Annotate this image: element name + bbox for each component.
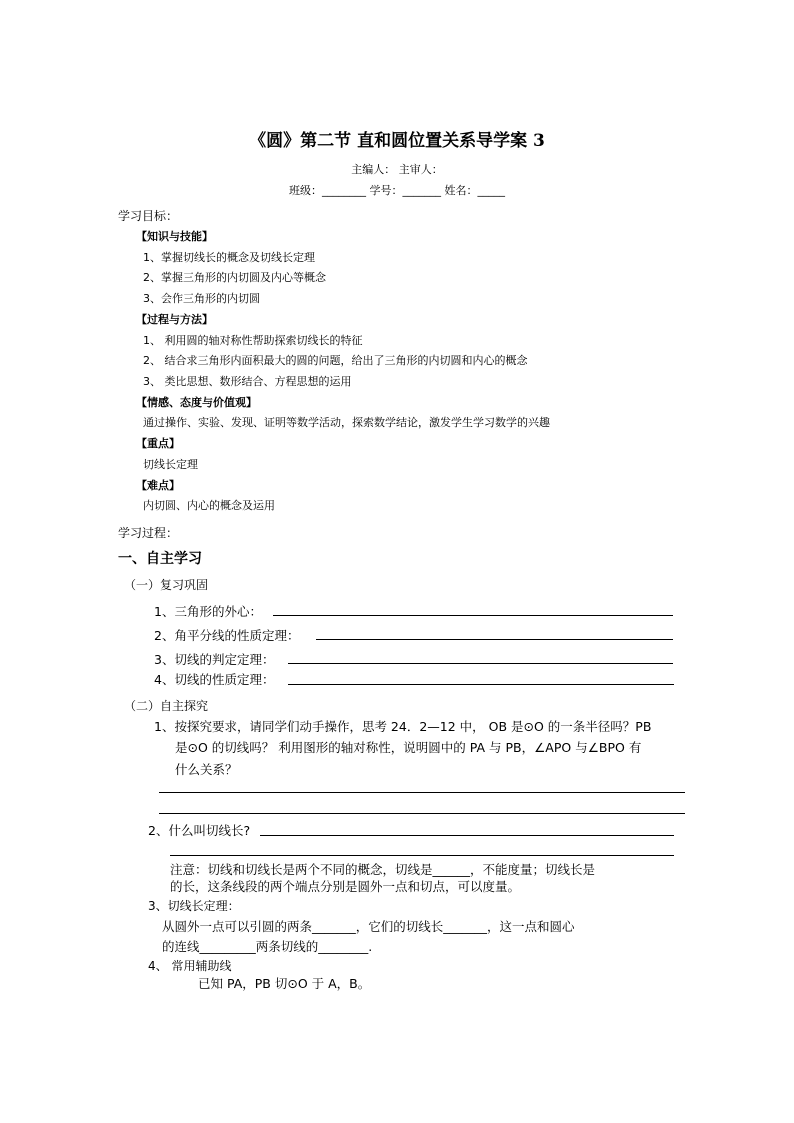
emotion-heading: 【情感、态度与价值观】 bbox=[136, 396, 257, 409]
process-heading: 【过程与方法】 bbox=[136, 313, 213, 326]
question-3-heading: 3、切线长定理： bbox=[148, 899, 240, 913]
knowledge-item-2: 2、掌握三角形的内切圆及内心等概念 bbox=[143, 271, 326, 284]
objectives-label: 学习目标： bbox=[118, 209, 179, 223]
question-3-line-2: 的连线_________两条切线的________. bbox=[162, 939, 373, 954]
knowledge-item-1: 1、掌握切线长的概念及切线长定理 bbox=[143, 251, 315, 264]
review-item-4: 4、切线的性质定理： bbox=[154, 672, 275, 687]
answer-line[interactable] bbox=[159, 792, 685, 793]
knowledge-heading: 【知识与技能】 bbox=[136, 230, 213, 243]
review-item-3: 3、切线的判定定理： bbox=[154, 652, 275, 667]
key-heading: 【重点】 bbox=[136, 437, 180, 450]
question-4-heading: 4、 常用辅助线 bbox=[148, 959, 232, 973]
question-1-line-1: 1、按探究要求，请同学们动手操作，思考 24．2—12 中， OB 是⊙O 的一条半径吗？PB bbox=[154, 719, 652, 734]
review-item-2: 2、角平分线的性质定理： bbox=[154, 628, 300, 643]
question-4-text: 已知 PA，PB 切⊙O 于 A，B。 bbox=[198, 976, 371, 991]
knowledge-item-3: 3、会作三角形的内切圆 bbox=[143, 292, 260, 305]
review-item-1: 1、三角形的外心： bbox=[154, 604, 262, 619]
question-2: 2、什么叫切线长? bbox=[148, 823, 251, 838]
note-line-1: 注意：切线和切线长是两个不同的概念，切线是______，不能度量；切线长是 bbox=[170, 862, 596, 877]
student-info-line: 班级：________ 学号：_______ 姓名：_____ bbox=[289, 184, 505, 197]
answer-line[interactable] bbox=[170, 855, 674, 856]
difficulty-text: 内切圆、内心的概念及运用 bbox=[143, 499, 275, 512]
question-3-line-1: 从圆外一点可以引圆的两条_______，它们的切线长_______，这一点和圆心 bbox=[162, 919, 575, 934]
note-line-2: 的长，这条线段的两个端点分别是圆外一点和切点，可以度量。 bbox=[170, 879, 521, 894]
question-1-line-3: 什么关系？ bbox=[175, 762, 238, 777]
difficulty-heading: 【难点】 bbox=[136, 479, 180, 492]
answer-line[interactable] bbox=[260, 835, 674, 836]
editors-line: 主编人： 主审人： bbox=[351, 163, 443, 176]
review-heading: （一）复习巩固 bbox=[124, 578, 209, 592]
section-1-heading: 一、自主学习 bbox=[118, 551, 202, 567]
answer-line[interactable] bbox=[273, 615, 673, 616]
page-title: 《圆》第二节 直和圆位置关系导学案 3 bbox=[249, 131, 545, 151]
explore-heading: （二）自主探究 bbox=[124, 699, 209, 713]
process-item-1: 1、 利用圆的轴对称性帮助探索切线长的特征 bbox=[143, 334, 363, 347]
key-text: 切线长定理 bbox=[143, 458, 198, 471]
process-label: 学习过程： bbox=[118, 526, 179, 540]
process-item-2: 2、 结合求三角形内面积最大的圆的问题，给出了三角形的内切圆和内心的概念 bbox=[143, 354, 528, 367]
answer-line[interactable] bbox=[288, 663, 673, 664]
answer-line[interactable] bbox=[316, 639, 673, 640]
process-item-3: 3、 类比思想、数形结合、方程思想的运用 bbox=[143, 375, 352, 388]
emotion-text: 通过操作、实验、发现、证明等数学活动，探索数学结论，激发学生学习数学的兴趣 bbox=[143, 416, 550, 429]
answer-line[interactable] bbox=[159, 813, 685, 814]
question-1-line-2: 是⊙O 的切线吗？ 利用图形的轴对称性，说明圆中的 PA 与 PB，∠APO 与∠BPO 有 bbox=[175, 740, 642, 755]
answer-line[interactable] bbox=[288, 684, 674, 685]
